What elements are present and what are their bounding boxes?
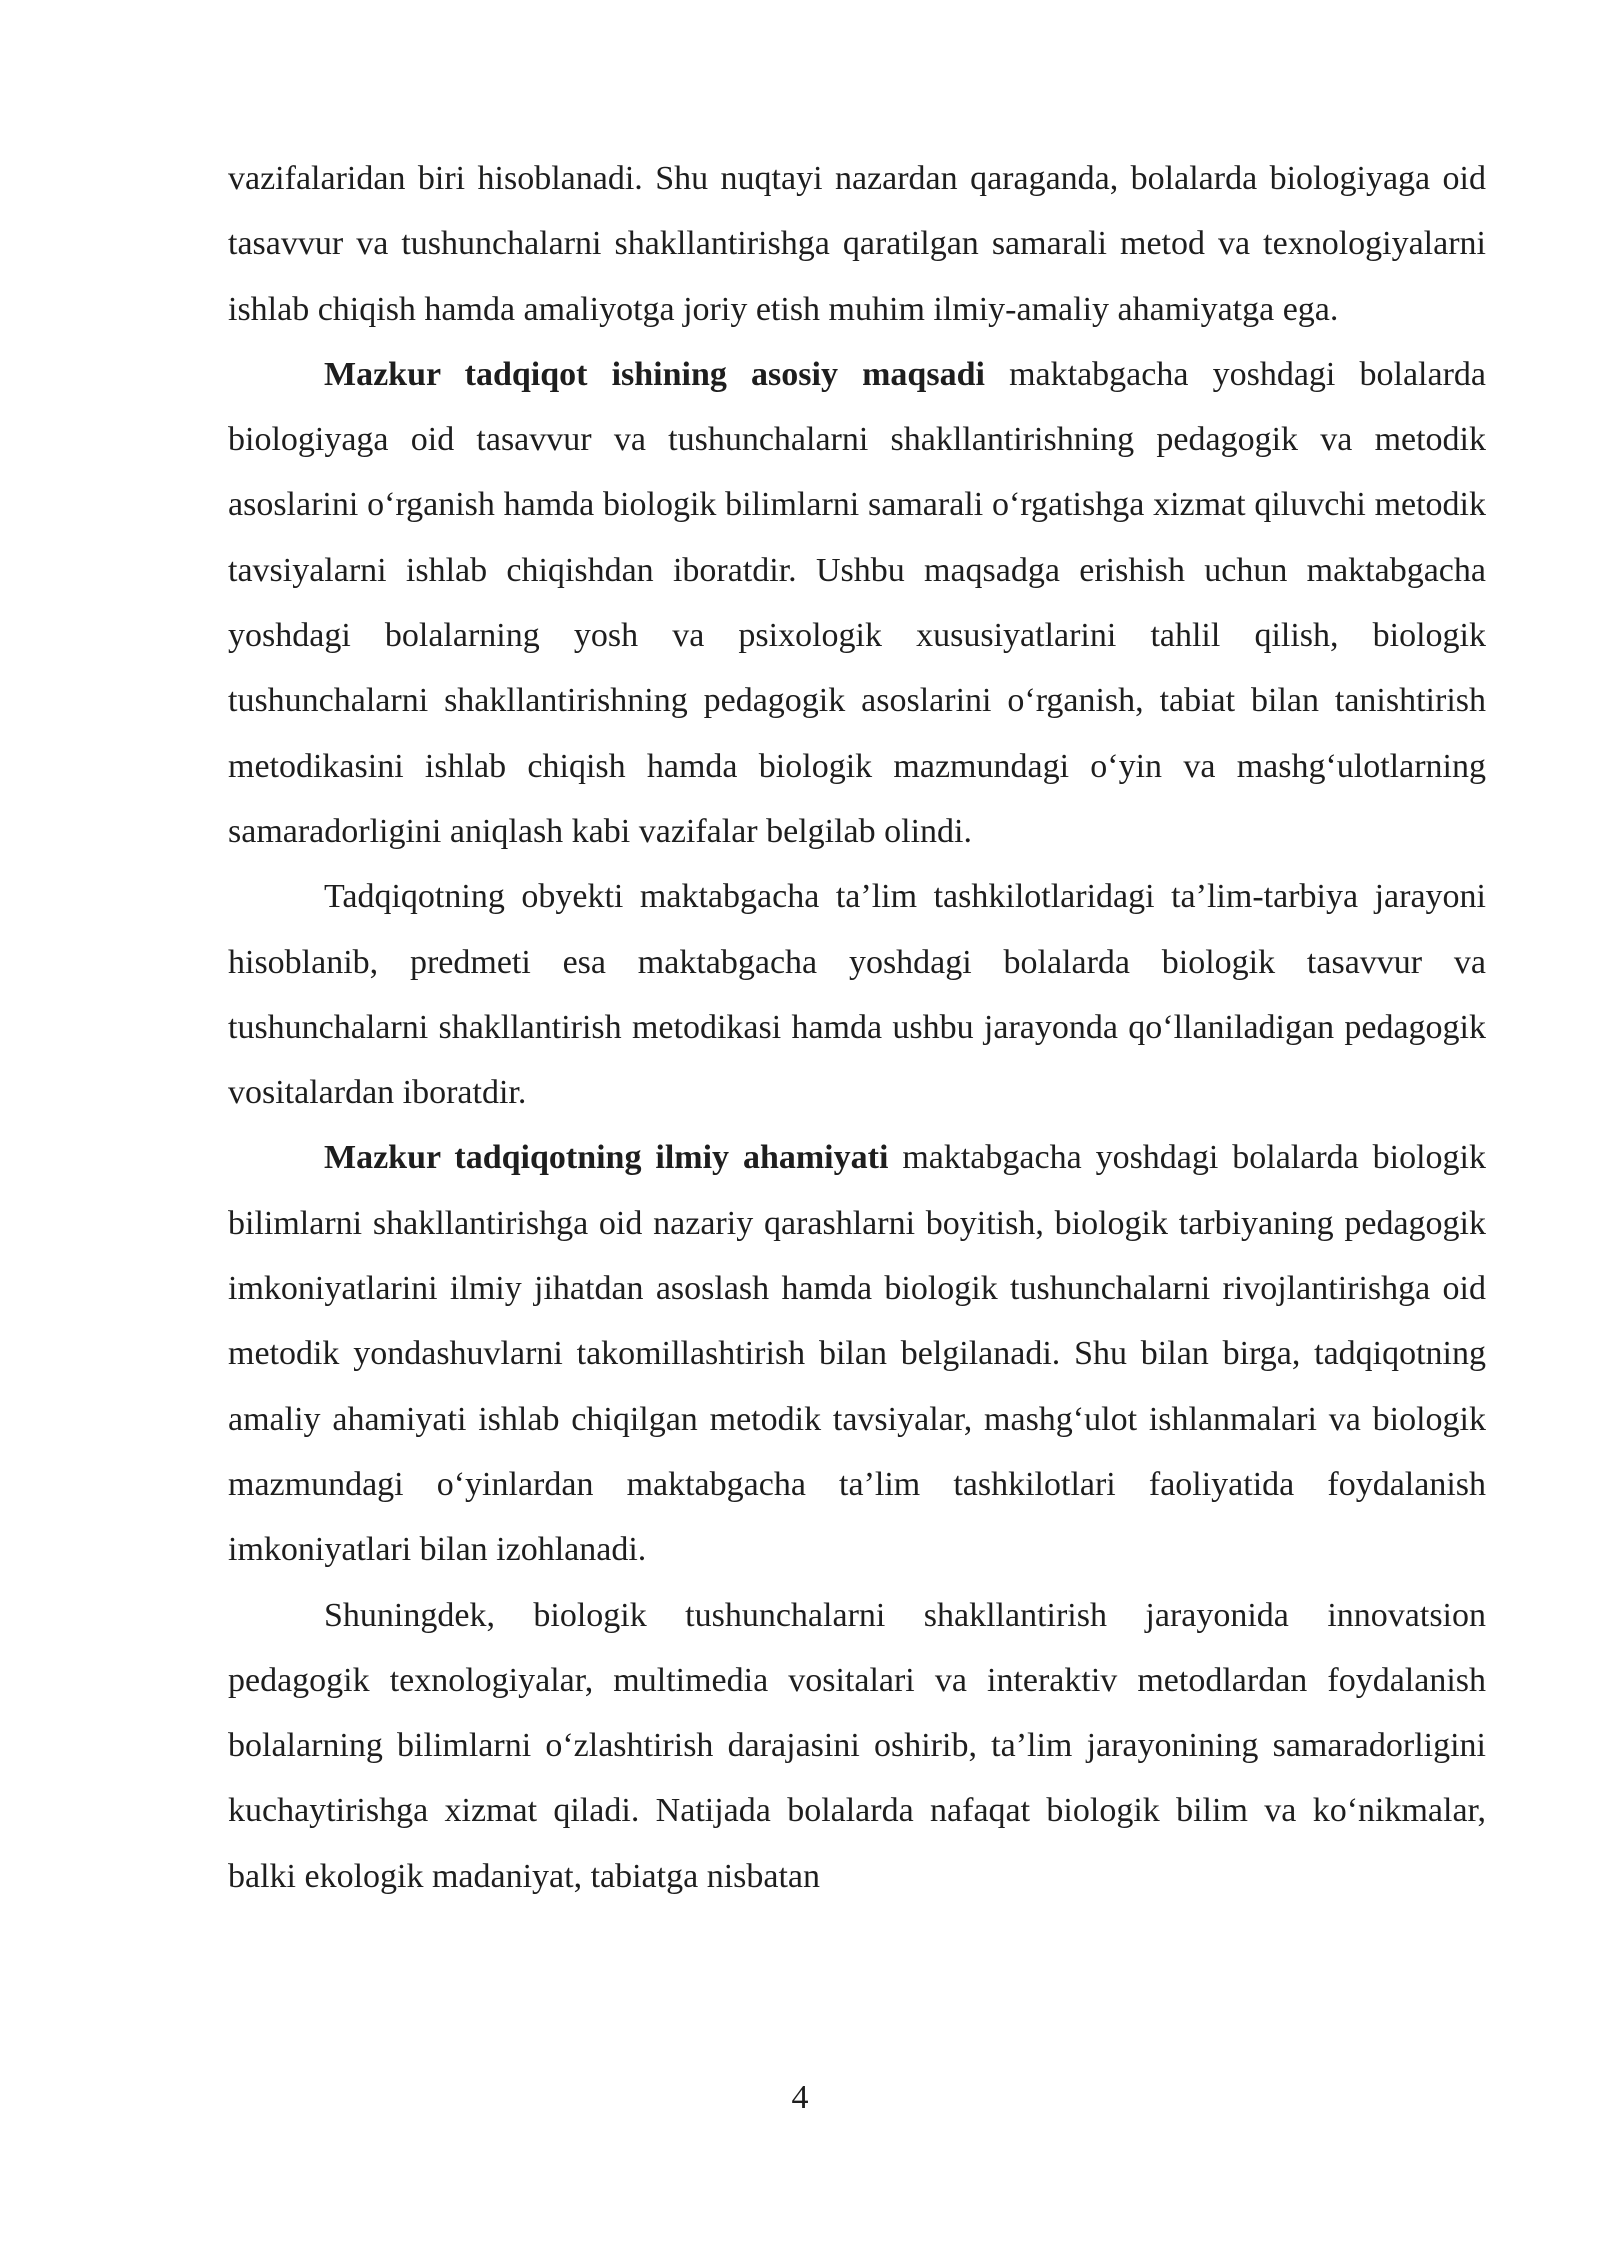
page-number: 4 [791,2079,809,2116]
paragraph-5-text: Shuningdek, biologik tushunchalarni shakllantirish jarayonida innovatsion pedagogik texnologiyalar, multimedia vositalari va interaktiv metodlardan foydalanish bolalarning bilimlarni o‘zlashtirish darajasini oshirib, ta’lim jarayonining samaradorligini kuchaytirishga xizmat qiladi. Natijada bolalarda nafaqat biologik bilim va ko‘nikmalar, balki ekologik madaniyat, tabiatga nisbatan [228,1596,1486,1895]
paragraph-1-text: vazifalaridan biri hisoblanadi. Shu nuqtayi nazardan qaraganda, bolalarda biologiyaga oid tasavvur va tushunchalarni shakllantirishga qaratilgan samarali metod va texnologiyalarni ishlab chiqish hamda amaliyotga joriy etish muhim ilmiy-amaliy ahamiyatga ega. [228,160,1486,328]
paragraph-4-text: maktabgacha yoshdagi bolalarda biologik bilimlarni shakllantirishga oid nazariy qarashlarni boyitish, biologik tarbiyaning pedagogik imkoniyatlarini ilmiy jihatdan asoslash hamda biologik tushunchalarni rivojlantirishga oid metodik yondashuvlarni takomillashtirish bilan belgilanadi. Shu bilan birga, tadqiqotning amaliy ahamiyati ishlab chiqilgan metodik tavsiyalar, mashg‘ulot ishlanmalari va biologik mazmundagi o‘yinlardan maktabgacha ta’lim tashkilotlari faoliyatida foydalanish imkoniyatlari bilan izohlanadi. [228,1139,1486,1569]
page-body [228,146,1486,1909]
paragraph-3 [228,864,1486,1125]
paragraph-2-text: maktabgacha yoshdagi bolalarda biologiyaga oid tasavvur va tushunchalarni shakllantirishning pedagogik va metodik asoslarini o‘rganish hamda biologik bilimlarni samarali o‘rgatishga xizmat qiluvchi metodik tavsiyalarni ishlab chiqishdan iboratdir. Ushbu maqsadga erishish uchun maktabgacha yoshdagi bolalarning yosh va psixologik xususiyatlarini tahlil qilish, biologik tushunchalarni shakllantirishning pedagogik asoslarini o‘rganish, tabiat bilan tanishtirish metodikasini ishlab chiqish hamda biologik mazmundagi o‘yin va mashg‘ulotlarning samaradorligini aniqlash kabi vazifalar belgilab olindi. [228,355,1486,850]
paragraph-4-lead: Mazkur tadqiqotning ilmiy ahamiyati [324,1139,889,1177]
paragraph-3-text: Tadqiqotning obyekti maktabgacha ta’lim tashkilotlaridagi ta’lim-tarbiya jarayoni hisoblanib, predmeti esa maktabgacha yoshdagi bolalarda biologik tasavvur va tushunchalarni shakllantirish metodikasi hamda ushbu jarayonda qo‘llaniladigan pedagogik vositalardan iboratdir. [228,878,1486,1112]
paragraph-4 [228,1125,1486,1582]
paragraph-1 [228,146,1486,342]
paragraph-2-lead: Mazkur tadqiqot ishining asosiy maqsadi [324,355,985,393]
paragraph-2 [228,342,1486,864]
paragraph-5 [228,1583,1486,1909]
